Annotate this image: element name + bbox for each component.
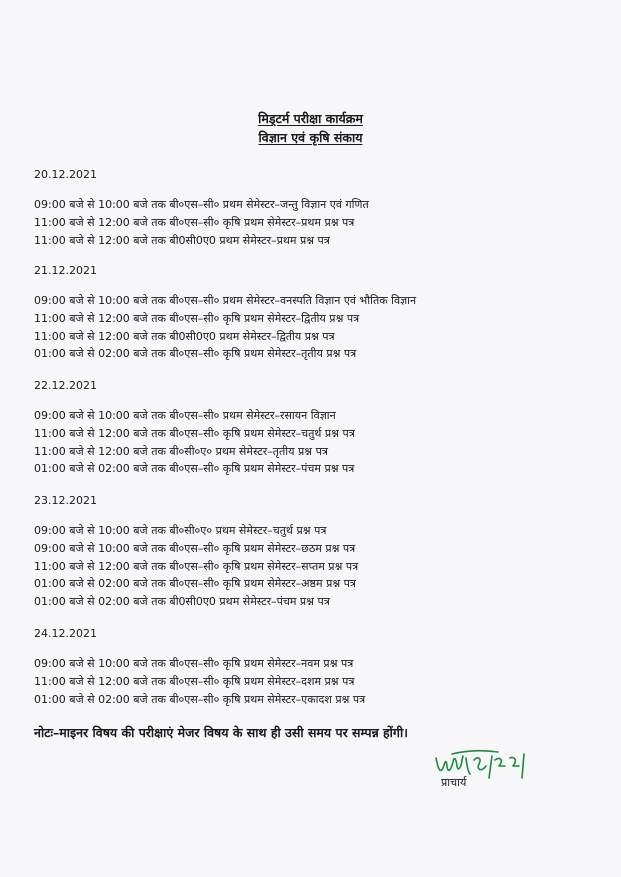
schedule-row: 01:00 बजे से 02:00 बजे तक बी०एस–सी० कृषि प्रथम सेमेस्टर–तृतीय प्रश्न पत्र	[34, 347, 357, 361]
schedule-row: 01:00 बजे से 02:00 बजे तक बी०एस–सी० कृषि प्रथम सेमेस्टर–एकादश प्रश्न पत्र	[34, 692, 366, 706]
day-date: 23.12.2021	[34, 494, 97, 507]
schedule-row: 09:00 बजे से 10:00 बजे तक बी०एस–सी० प्रथम सेमेस्टर–वनस्पति विज्ञान एवं भौतिक विज्ञान	[34, 294, 417, 307]
exam-note: नोटः–माइनर विषय की परीक्षाएं मेजर विषय के साथ ही उसी समय पर सम्पन्न होंगी।	[34, 725, 408, 740]
schedule-row: 01:00 बजे से 02:00 बजे तक बी०एस–सी० कृषि प्रथम सेमेस्टर–पंचम प्रश्न पत्र	[34, 462, 355, 476]
schedule-day-3	[34, 379, 594, 478]
schedule-row: 09:00 बजे से 10:00 बजे तक बी०एस–सी० प्रथम सेमेस्टर–जन्तु विज्ञान एवं गणित	[34, 198, 369, 211]
title-line-1: मिड्टर्म परीक्षा कार्यक्रम	[258, 111, 363, 126]
schedule-row: 09:00 बजे से 10:00 बजे तक बी०एस–सी० कृषि प्रथम सेमेस्टर–छठम प्रश्न पत्र	[34, 541, 356, 555]
schedule-row: 11:00 बजे से 12:00 बजे तक बी०एस–सी० कृषि प्रथम सेमेस्टर–द्वितीय प्रश्न पत्र	[34, 311, 360, 325]
schedule-row: 09:00 बजे से 10:00 बजे तक बी०सी०ए० प्रथम सेमेस्टर–चतुर्थ प्रश्न पत्र	[34, 524, 327, 537]
day-date: 22.12.2021	[34, 379, 97, 392]
schedule-row: 11:00 बजे से 12:00 बजे तक बी०एस–सी० कृषि प्रथम सेमेस्टर–प्रथम प्रश्न पत्र	[34, 215, 355, 229]
schedule-day-2	[34, 264, 594, 363]
day-date: 24.12.2021	[34, 627, 97, 640]
schedule-row: 01:00 बजे से 02:00 बजे तक बी0सी0ए0 प्रथम सेमेस्टर–पंचम प्रश्न पत्र	[34, 595, 330, 609]
schedule-row: 11:00 बजे से 12:00 बजे तक बी0सी0ए0 प्रथम सेमेस्टर–द्वितीय प्रश्न पत्र	[34, 329, 335, 343]
principal-designation: प्राचार्य	[441, 776, 467, 789]
schedule-row: 09:00 बजे से 10:00 बजे तक बी०एस–सी० प्रथम सेमेस्टर–रसायन विज्ञान	[34, 409, 336, 422]
day-date: 21.12.2021	[34, 264, 97, 277]
schedule-day-5	[34, 627, 594, 708]
schedule-row: 11:00 बजे से 12:00 बजे तक बी०एस–सी० कृषि प्रथम सेमेस्टर–सप्तम प्रश्न पत्र	[34, 559, 359, 573]
title-line-2: विज्ञान एवं कृषि संकाय	[258, 130, 363, 145]
schedule-row: 09:00 बजे से 10:00 बजे तक बी०एस–सी० कृषि प्रथम सेमेस्टर–नवम प्रश्न पत्र	[34, 657, 354, 670]
document-title	[0, 108, 621, 146]
schedule-row: 11:00 बजे से 12:00 बजे तक बी०सी०ए० प्रथम सेमेस्टर–तृतीय प्रश्न पत्र	[34, 444, 328, 458]
schedule-day-1	[34, 168, 594, 249]
schedule-day-4	[34, 494, 594, 611]
handwritten-signature	[432, 748, 542, 800]
schedule-row: 01:00 बजे से 02:00 बजे तक बी०एस–सी० कृषि प्रथम सेमेस्टर–अष्ठम प्रश्न पत्र	[34, 577, 356, 591]
schedule-row: 11:00 बजे से 12:00 बजे तक बी०एस–सी० कृषि प्रथम सेमेस्टर–चतुर्थ प्रश्न पत्र	[34, 426, 355, 440]
schedule-row: 11:00 बजे से 12:00 बजे तक बी०एस–सी० कृषि प्रथम सेमेस्टर–दशम प्रश्न पत्र	[34, 674, 355, 688]
schedule-row: 11:00 बजे से 12:00 बजे तक बी0सी0ए0 प्रथम सेमेस्टर–प्रथम प्रश्न पत्र	[34, 233, 330, 247]
day-date: 20.12.2021	[34, 168, 97, 181]
